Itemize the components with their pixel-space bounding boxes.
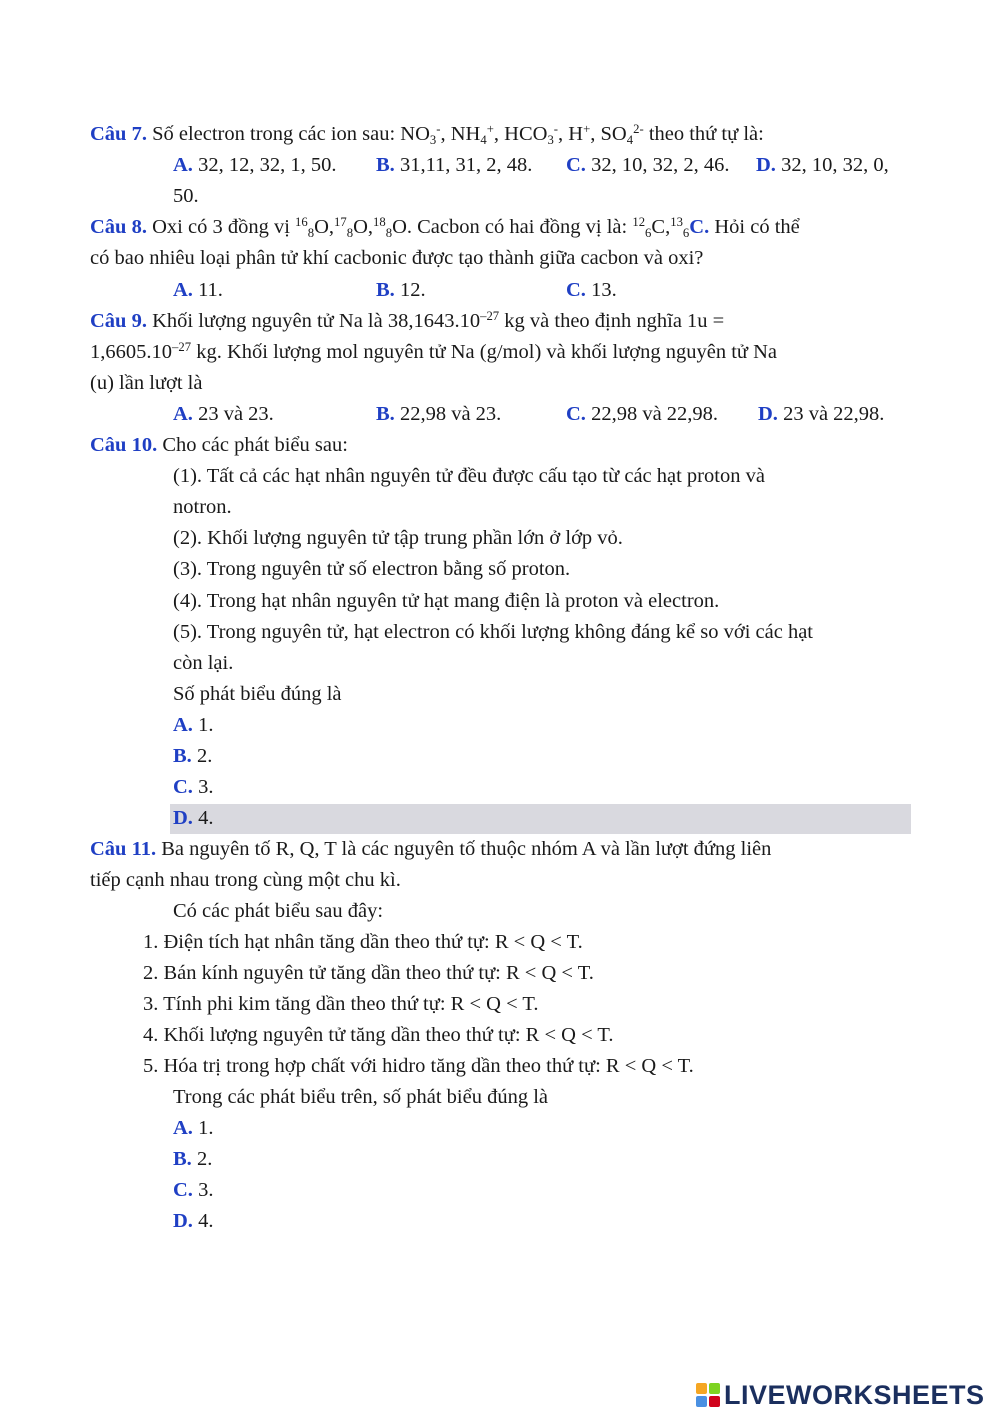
- q11-option-c[interactable]: C. 3.: [173, 1179, 214, 1201]
- q10-option-d[interactable]: D. 4.: [173, 807, 214, 829]
- question-7-label: Câu 7.: [90, 123, 147, 145]
- q9-option-a[interactable]: A. 23 và 23.: [173, 403, 274, 425]
- q10-option-c[interactable]: C. 3.: [173, 776, 214, 798]
- question-11-line2: tiếp cạnh nhau trong cùng một chu kì.: [90, 869, 401, 891]
- q10-statement: notron.: [173, 496, 232, 518]
- question-8-text: Câu 8. Oxi có 3 đồng vị $^{16}_8$O,$^{17}_8$O,$^{18}_8$O. Cacbon có hai đồng vị là: $^{12}_6$C,$^{13}_6$C. Hỏi có thể: [90, 215, 800, 240]
- q10-option-a[interactable]: A. 1.: [173, 714, 214, 736]
- q11-option-d[interactable]: D. 4.: [173, 1210, 214, 1232]
- q11-statement: 4. Khối lượng nguyên tử tăng dần theo thứ tự: R < Q < T.: [143, 1024, 614, 1046]
- question-10-label: Câu 10.: [90, 434, 158, 456]
- logo-squares-icon: [696, 1383, 720, 1407]
- question-10-text: Câu 10. Cho các phát biểu sau:: [90, 434, 348, 456]
- question-9-line3: (u) lần lượt là: [90, 372, 203, 394]
- q11-statement: 5. Hóa trị trong hợp chất với hidro tăng dần theo thứ tự: R < Q < T.: [143, 1055, 694, 1077]
- question-11-text: Câu 11. Ba nguyên tố R, Q, T là các nguyên tố thuộc nhóm A và lần lượt đứng liên: [90, 838, 772, 860]
- q10-question: Số phát biểu đúng là: [173, 683, 342, 705]
- q11-statement: 2. Bán kính nguyên tử tăng dần theo thứ tự: R < Q < T.: [143, 962, 594, 984]
- question-8-label: Câu 8.: [90, 216, 147, 238]
- q10-statement: (5). Trong nguyên tử, hạt electron có khối lượng không đáng kể so với các hạt: [173, 621, 813, 643]
- q8-option-c[interactable]: C. 13.: [566, 279, 617, 301]
- q10-statement: (1). Tất cả các hạt nhân nguyên tử đều được cấu tạo từ các hạt proton và: [173, 465, 765, 487]
- q7-option-a[interactable]: A. 32, 12, 32, 1, 50.: [173, 154, 337, 176]
- question-8-line2: có bao nhiêu loại phân tử khí cacbonic được tạo thành giữa cacbon và oxi?: [90, 247, 704, 269]
- q7-option-b[interactable]: B. 31,11, 31, 2, 48.: [376, 154, 533, 176]
- question-7-text: Câu 7. Số electron trong các ion sau: $NO_3^-$, $NH_4^+$, $HCO_3^-$, H+, $SO_4^{2-}$ theo thứ tự là:: [90, 122, 764, 147]
- q10-statement: (4). Trong hạt nhân nguyên tử hạt mang điện là proton và electron.: [173, 590, 720, 612]
- q9-option-c[interactable]: C. 22,98 và 22,98.: [566, 403, 719, 425]
- q10-statement: (3). Trong nguyên tử số electron bằng số proton.: [173, 558, 571, 580]
- q7-option-d-cont: 50.: [173, 185, 199, 207]
- question-11-label: Câu 11.: [90, 838, 157, 860]
- q11-statement: 3. Tính phi kim tăng dần theo thứ tự: R < Q < T.: [143, 993, 539, 1015]
- q10-statement: còn lại.: [173, 652, 234, 674]
- q11-intro: Có các phát biểu sau đây:: [173, 900, 384, 922]
- logo-text: LIVEWORKSHEETS: [724, 1379, 985, 1410]
- q11-option-a[interactable]: A. 1.: [173, 1117, 214, 1139]
- question-9-label: Câu 9.: [90, 310, 147, 332]
- q11-option-b[interactable]: B. 2.: [173, 1148, 213, 1170]
- q9-option-d[interactable]: D. 23 và 22,98.: [758, 403, 885, 425]
- q10-option-b[interactable]: B. 2.: [173, 745, 213, 767]
- q9-option-b[interactable]: B. 22,98 và 23.: [376, 403, 502, 425]
- q8-option-a[interactable]: A. 11.: [173, 279, 223, 301]
- question-9-text: Câu 9. Khối lượng nguyên tử Na là $38,1643.10^{-27}$ kg và theo định nghĩa 1u =: [90, 309, 725, 332]
- q11-question: Trong các phát biểu trên, số phát biểu đúng là: [173, 1086, 548, 1108]
- q8-option-b[interactable]: B. 12.: [376, 279, 426, 301]
- question-9-line2: $1,6605.10^{-27}$ kg. Khối lượng mol nguyên tử Na (g/mol) và khối lượng nguyên tử Na: [90, 340, 778, 363]
- q7-option-d[interactable]: D. 32, 10, 32, 0,: [756, 154, 889, 176]
- selected-answer-highlight: [170, 804, 911, 834]
- liveworksheets-logo[interactable]: [696, 1378, 985, 1412]
- q10-statement: (2). Khối lượng nguyên tử tập trung phần lớn ở lớp vỏ.: [173, 527, 623, 549]
- q11-statement: 1. Điện tích hạt nhân tăng dần theo thứ tự: R < Q < T.: [143, 931, 583, 953]
- q7-option-c[interactable]: C. 32, 10, 32, 2, 46.: [566, 154, 730, 176]
